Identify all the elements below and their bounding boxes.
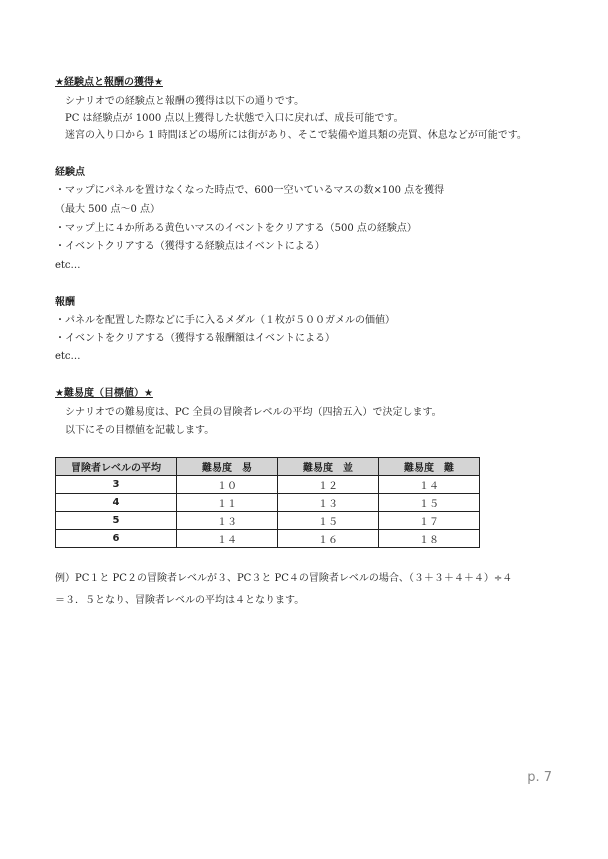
paragraph-line: 迷宮の入り口から 1 時間ほどの場所には街があり、そこで装備や道具類の売買、休息などが可能です。 xyxy=(65,130,527,141)
list-item: ・パネルを配置した際などに手に入るメダル（１枚が５００ガメルの価値） xyxy=(55,315,395,326)
section-heading-difficulty: ★難易度（目標値）★ xyxy=(55,388,153,399)
paragraph-line: シナリオでの経験点と報酬の獲得は以下の通りです。 xyxy=(65,96,305,107)
table-cell: １５ xyxy=(379,494,480,512)
list-item: ・マップにパネルを置けなくなった時点で、600一空いているマスの数×100 点を獲得 xyxy=(55,185,445,196)
table-cell: １３ xyxy=(278,494,379,512)
list-item: etc… xyxy=(55,260,81,271)
table-cell: １０ xyxy=(177,476,278,494)
paragraph-line: シナリオでの難易度は、PC 全員の冒険者レベルの平均（四捨五入）で決定します。 xyxy=(65,407,442,418)
table-cell: １４ xyxy=(177,530,278,548)
list-item: etc… xyxy=(55,351,81,362)
column-header: 難易度 並 xyxy=(278,458,379,476)
table-cell: １８ xyxy=(379,530,480,548)
subheading-reward: 報酬 xyxy=(55,297,75,308)
table-row xyxy=(56,512,480,530)
page-number: p. 7 xyxy=(527,770,552,785)
list-item: ・イベントをクリアする（獲得する報酬額はイベントによる） xyxy=(55,333,335,344)
example-line: ＝３．５となり、冒険者レベルの平均は４となります。 xyxy=(55,595,305,606)
difficulty-table xyxy=(55,457,480,548)
table-cell: 5 xyxy=(56,512,177,530)
column-header: 難易度 難 xyxy=(379,458,480,476)
list-item: ・マップ上に４か所ある黄色いマスのイベントをクリアする（500 点の経験点） xyxy=(55,223,417,234)
list-item: ・イベントクリアする（獲得する経験点はイベントによる） xyxy=(55,241,325,252)
table-cell: 4 xyxy=(56,494,177,512)
table-cell: １６ xyxy=(278,530,379,548)
table-row xyxy=(56,530,480,548)
table-cell: １７ xyxy=(379,512,480,530)
paragraph-line: 以下にその目標値を記載します。 xyxy=(65,425,215,436)
table-row xyxy=(56,494,480,512)
column-header: 冒険者レベルの平均 xyxy=(56,458,177,476)
table-cell: １２ xyxy=(278,476,379,494)
list-item: （最大 500 点〜0 点） xyxy=(55,204,160,215)
table-cell: １５ xyxy=(278,512,379,530)
table-cell: 3 xyxy=(56,476,177,494)
column-header: 難易度 易 xyxy=(177,458,278,476)
table-header-row xyxy=(56,458,480,476)
example-line: 例）PC１と PC２の冒険者レベルが３、PC３と PC４の冒険者レベルの場合、（３＋３＋４＋４）÷４ xyxy=(55,573,513,584)
table-row xyxy=(56,476,480,494)
section-heading-exp-reward: ★経験点と報酬の獲得★ xyxy=(55,77,163,88)
table-cell: １３ xyxy=(177,512,278,530)
table-cell: １４ xyxy=(379,476,480,494)
table-cell: 6 xyxy=(56,530,177,548)
table-cell: １１ xyxy=(177,494,278,512)
paragraph-line: PC は経験点が 1000 点以上獲得した状態で入口に戻れば、成長可能です。 xyxy=(65,113,404,124)
subheading-exp: 経験点 xyxy=(55,167,85,178)
